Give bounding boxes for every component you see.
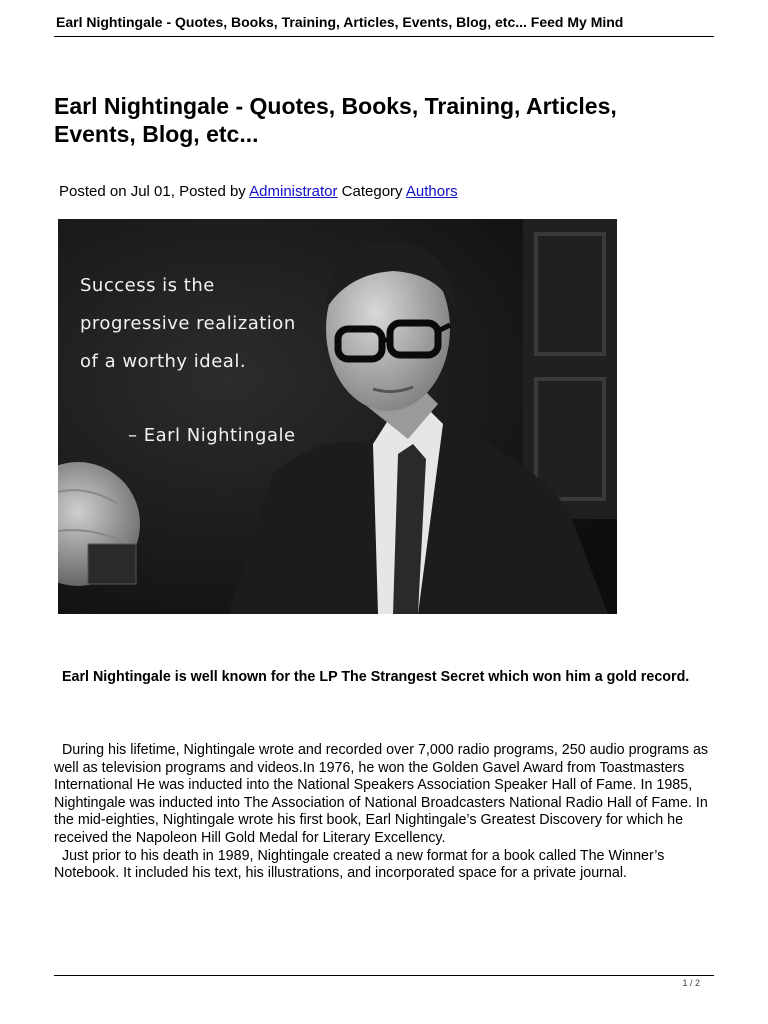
- post-meta: [59, 183, 458, 200]
- category-label: Category: [341, 183, 403, 200]
- article-body: [54, 742, 714, 883]
- lead-paragraph: [54, 668, 714, 686]
- lead-text: Earl Nightingale is well known for the LP The Strangest Secret which won him a gold record.: [61, 669, 690, 685]
- footer-divider: [54, 975, 714, 976]
- article-photo: [58, 219, 617, 614]
- quote-line-2: progressive realization: [80, 313, 296, 334]
- quote-line-1: Success is the: [80, 275, 215, 296]
- running-header-title: Earl Nightingale - Quotes, Books, Training, Articles, Events, Blog, etc... Feed My Mind: [56, 14, 624, 30]
- body-paragraph-1: [54, 742, 714, 848]
- quote-photo-illustration: [58, 219, 617, 614]
- posted-on-text: Posted on Jul 01, Posted by: [59, 183, 246, 200]
- page-number: 1 / 2: [682, 978, 700, 988]
- body-paragraph-2: [54, 848, 714, 883]
- article-title: Earl Nightingale - Quotes, Books, Training, Articles, Events, Blog, etc...: [54, 93, 617, 147]
- header-divider: [54, 36, 714, 37]
- paragraph-text: During his lifetime, Nightingale wrote and recorded over 7,000 radio programs, 250 audio programs as well as television programs and videos.In 1976, he won the Golden Gavel Award from Toastmasters International He was inducted into the National Speakers Association Speaker Hall of Fame. In 1985, Nightingale was inducted into The Association of National Broadcasters National Radio Hall of Fame. In the mid-eighties, Nightingale wrote his first book, Earl Nightingale’s Greatest Discovery for which he received the Napoleon Hill Gold Medal for Literary Excellency.: [54, 742, 709, 846]
- category-link[interactable]: Authors: [405, 183, 458, 200]
- author-link[interactable]: Administrator: [249, 183, 338, 200]
- quote-attribution: – Earl Nightingale: [128, 425, 296, 446]
- paragraph-text: Just prior to his death in 1989, Nightingale created a new format for a book called The Winner’s Notebook. It included his text, his illustrations, and incorporated space for a private journal.: [54, 847, 665, 882]
- quote-line-3: of a worthy ideal.: [80, 351, 247, 372]
